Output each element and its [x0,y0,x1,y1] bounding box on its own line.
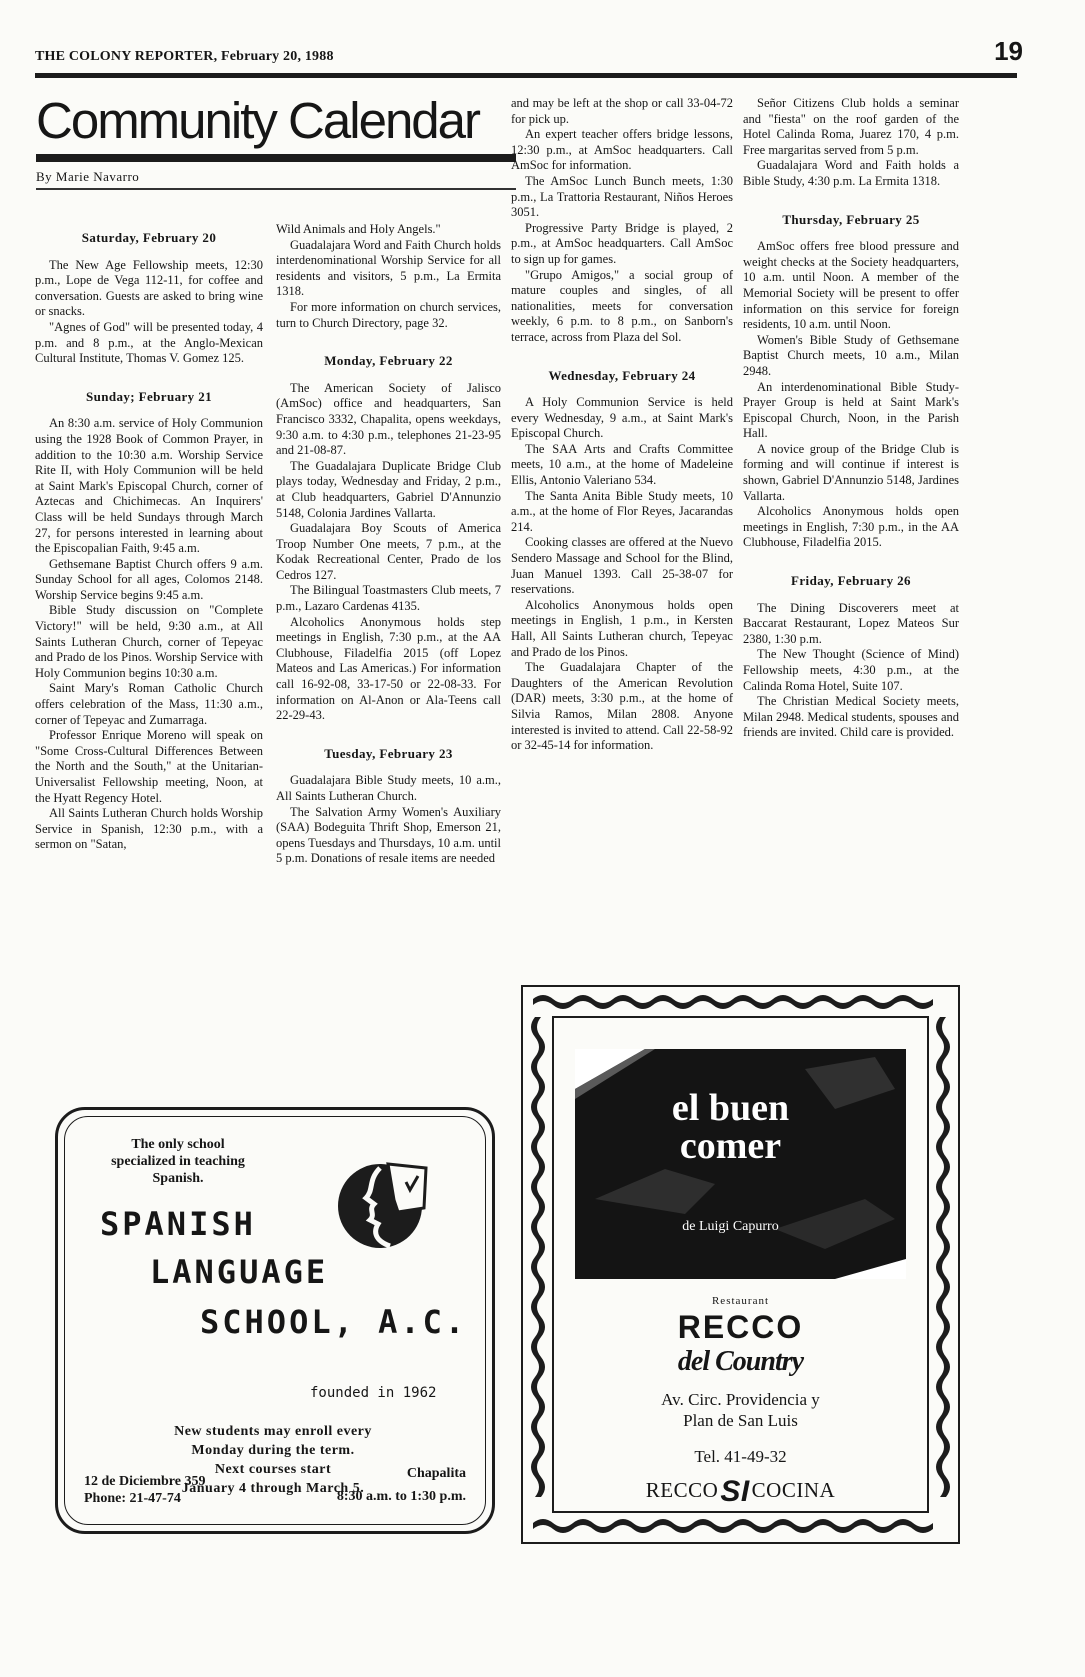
address-line: Plan de San Luis [683,1411,798,1430]
day-heading: Thursday, February 25 [782,211,920,227]
listing: The Santa Anita Bible Study meets, 10 a.m., at the home of Flor Reyes, Jacarandas 214. [511,488,733,534]
ad-hours: 8:30 a.m. to 1:30 p.m. [336,1489,466,1504]
listing: All Saints Lutheran Church holds Worship Service in Spanish, 12:30 p.m., with a sermon on "Satan, [35,806,263,852]
column-4 [743,96,959,741]
listing: Alcoholics Anonymous holds open meetings in English, 7:30 p.m., in the AA Clubhouse, Filadelfia 2015. [743,504,959,550]
day-heading: Saturday, February 20 [81,230,217,245]
listing: "Grupo Amigos," a social group of mature couples and singles, of all nationalities, meets for conversation weekly, 6 p.m. to 8 p.m., on Sanborn's terrace, across from Plaza del Sol. [511,267,733,344]
listing: Guadalajara Word and Faith holds a Bible Study, 4:30 p.m. La Ermita 1318. [743,158,959,188]
byline: By Marie Navarro [36,169,140,184]
ad-hours-block [337,1465,466,1505]
ad-headline-spanish: SPANISH [100,1205,256,1243]
listing: Wild Animals and Holy Angels." [276,222,441,236]
page-number: 19 [994,36,1023,66]
column-2 [276,222,501,867]
restaurant-footer [565,1475,916,1509]
listing: Women's Bible Study of Gethsemane Baptist Church meets, 10 a.m., Milan 2948. [743,332,959,378]
listing: "Agnes of God" will be presented today, 4 p.m. and 8 p.m., at the Anglo-Mexican Cultural Institute, Thomas V. Gomez 125. [35,319,263,366]
ad-founded: founded in 1962 [310,1385,437,1401]
ad-note-line: January 4 through March 5. [181,1481,365,1496]
listing: The Guadalajara Chapter of the Daughters of the American Revolution (DAR) meets, 3:30 p.m., at the home of Silvia Ramos, Milan 2808. Anyone interested is invited to attend. Call 22-58-92 or 32-45-14 for information. [511,660,733,753]
listing: The Christian Medical Society meets, Milan 2948. Medical students, spouses and friends are invited. Child care is provided. [743,694,959,740]
listing: and may be left at the shop or call 33-04-72 for pick up. [511,96,733,126]
day-heading: Wednesday, February 24 [548,367,696,383]
ad-phone: Phone: 21-47-74 [84,1491,181,1506]
day-heading: Friday, February 26 [791,573,911,589]
listing: A novice group of the Bridge Club is forming and will continue if interest is shown, Gabriel D'Annunzio 5148, Jardines Vallarta. [743,441,959,503]
listing: Guadalajara Boy Scouts of America Troop Number One meets, 7 p.m., at the Kodak Recreational Center, Prado de los Cedros 127. [276,521,501,582]
listing: The American Society of Jalisco (AmSoc) office and headquarters, San Francisco 3332, Chapalita, opens weekdays, 9:30 a.m. to 4:30 p.m., telephones 21-23-95 and 21-08-87. [276,380,501,458]
listing: A Holy Communion Service is held every Wednesday, 9 a.m., at Saint Mark's Episcopal Church. [511,395,733,441]
section-title: Community Calendar [36,92,480,149]
si-logo-icon: SI [720,1475,750,1508]
ad-headline-school: SCHOOL, A.C. [200,1303,468,1341]
ad-headline-language: LANGUAGE [150,1253,329,1291]
column-1 [35,222,263,853]
ad-area: Chapalita [406,1466,466,1481]
day-heading: Sunday; February 21 [85,388,213,404]
ad-street: 12 de Diciembre 359 [84,1474,206,1489]
listing: The New Thought (Science of Mind) Fellowship meets, 4:30 p.m., at the Calinda Roma Hotel, Suite 107. [743,647,959,693]
listing: Señor Citizens Club holds a seminar and "fiesta" on the roof garden of the Hotel Calinda Roma, Juarez 170, 4 p.m. Free margaritas served from 5 p.m. [743,96,959,157]
listing: Gethsemane Baptist Church offers 9 a.m. Sunday School for all ages, Colomos 2148. Worship Service begins 9:45 a.m. [35,556,263,602]
listing: The Dining Discoverers meet at Baccarat Restaurant, Lopez Mateos Sur 2380, 1:30 p.m. [743,600,959,646]
title-line: el buen [671,1087,790,1129]
title-line: comer [679,1125,782,1167]
listing: An 8:30 a.m. service of Holy Communion using the 1928 Book of Common Prayer, in addition to the 10:30 a.m. Worship Service Rite II, with Holy Communion will be held at Saint Mark's Episcopal Church, corner of Aztecas and Chichimecas. An Inquirers' Class will be held Sundays through March 27, for persons interested in learning about the Episcopalian Faith, 9:45 a.m. [35,416,263,556]
day-heading: Monday, February 22 [324,353,453,369]
ad-address [84,1473,205,1507]
listing: The Guadalajara Duplicate Bridge Club plays today, Wednesday and Friday, 2 p.m., at Club headquarters, Gabriel D'Annunzio 5148, Colonia Jardines Vallarta. [276,458,501,520]
listing: Guadalajara Word and Faith Church holds interdenominational Worship Service for all residents and visitors, 5 p.m., La Ermita 1318. [276,237,501,299]
restaurant-ad [521,985,960,1544]
listing: AmSoc offers free blood pressure and weight checks at the Society headquarters, 10 a.m. until Noon. A member of the Memorial Society will be present to offer information on this service for foreign residents, 10 a.m. until Noon. [743,239,959,332]
footer-left: RECCO [645,1478,719,1502]
restaurant-ad-inner [565,1029,916,1508]
ad-intro: The only school specialized in teaching Spanish. [111,1137,245,1186]
listing: Professor Enrique Moreno will speak on "Some Cross-Cultural Differences Between the North and the South," at the Unitarian-Universalist Fellowship meeting, Noon, at the Hyatt Regency Hotel. [35,728,263,805]
listing: The Salvation Army Women's Auxiliary (SAA) Bodeguita Thrift Shop, Emerson 21, opens Tuesdays and Thursdays, 10 a.m. until 5 p.m. Donations of resale items are needed [276,804,501,866]
listing: Alcoholics Anonymous holds step meetings in English, 7:30 p.m., at the AA Clubhouse, Filadelfia 2015 (off Lopez Mateos and Las Americas.) For information call 16-92-08, 33-17-50 or 22-08-33. For information on Al-Anon or Ala-Teens call 22-29-43. [276,614,501,723]
day-heading: Tuesday, February 23 [324,745,453,761]
listing: An expert teacher offers bridge lessons, 12:30 p.m., at AmSoc headquarters. Call AmSoc for information. [511,127,733,173]
listing: For more information on church services, turn to Church Directory, page 32. [276,299,501,330]
byline-rule [36,188,516,190]
restaurant-name: RECCO [677,1309,804,1345]
listing: The AmSoc Lunch Bunch meets, 1:30 p.m., La Trattoria Restaurant, Niños Heroes 3051. [511,173,733,220]
listing: The SAA Arts and Crafts Committee meets, 10 a.m., at the home of Madeleine Ellis, Antonio Valeriano 534. [511,441,733,488]
column-3 [511,96,733,754]
restaurant-subtitle: de Luigi Capurro [682,1219,779,1234]
masthead-rule [35,73,1017,78]
restaurant-title [565,1089,896,1165]
address-line: Av. Circ. Providencia y [661,1390,820,1409]
listing: The New Age Fellowship meets, 12:30 p.m., Lope de Vega 112-11, for coffee and conversation. Guests are asked to bring wine or snacks. [35,257,263,319]
listing: Alcoholics Anonymous holds open meetings in English, 1 p.m., in Kersten Hall, All Saints Lutheran church, Tepeyac and Prado de los Pinos. [511,597,733,659]
restaurant-phone: Tel. 41-49-32 [694,1447,787,1466]
listing: Progressive Party Bridge is played, 2 p.m., at AmSoc headquarters. Call AmSoc to sign up for games. [511,220,733,266]
footer-right: COCINA [751,1478,836,1502]
ad-note-line: Next courses start [214,1462,332,1477]
listing: Cooking classes are offered at the Nuevo Sendero Massage and School for the Blind, Juan Manuel 1393. Call 25-38-07 for reservations. [511,535,733,597]
listing: Bible Study discussion on "Complete Victory!" will be held, 9:30 a.m., at All Saints Lutheran Church, corner of Tepeyac and Prado de los Pinos. Worship Service with Holy Communion begins 10:30 a.m. [35,603,263,680]
ad-note-line: Monday during the term. [191,1443,355,1458]
listing: Guadalajara Bible Study meets, 10 a.m., All Saints Lutheran Church. [276,773,501,803]
spanish-school-ad [55,1107,495,1534]
restaurant-script-name: del Country [677,1346,804,1377]
title-rule [36,154,516,162]
listing: An interdenominational Bible Study-Prayer Group is held at Saint Mark's Episcopal Church, Noon, in the Parish Hall. [743,379,959,441]
restaurant-address [565,1389,916,1431]
speaking-head-logo-icon [328,1150,438,1260]
restaurant-label: Restaurant [711,1295,770,1307]
masthead: THE COLONY REPORTER, February 20, 1988 [35,49,334,64]
listing: The Bilingual Toastmasters Club meets, 7 p.m., Lazaro Cardenas 4135. [276,583,501,614]
listing: Saint Mary's Roman Catholic Church offers celebration of the Mass, 11:30 a.m., corner of Tepeyac and Zumarraga. [35,681,263,727]
ad-note-line: New students may enroll every [174,1424,372,1439]
